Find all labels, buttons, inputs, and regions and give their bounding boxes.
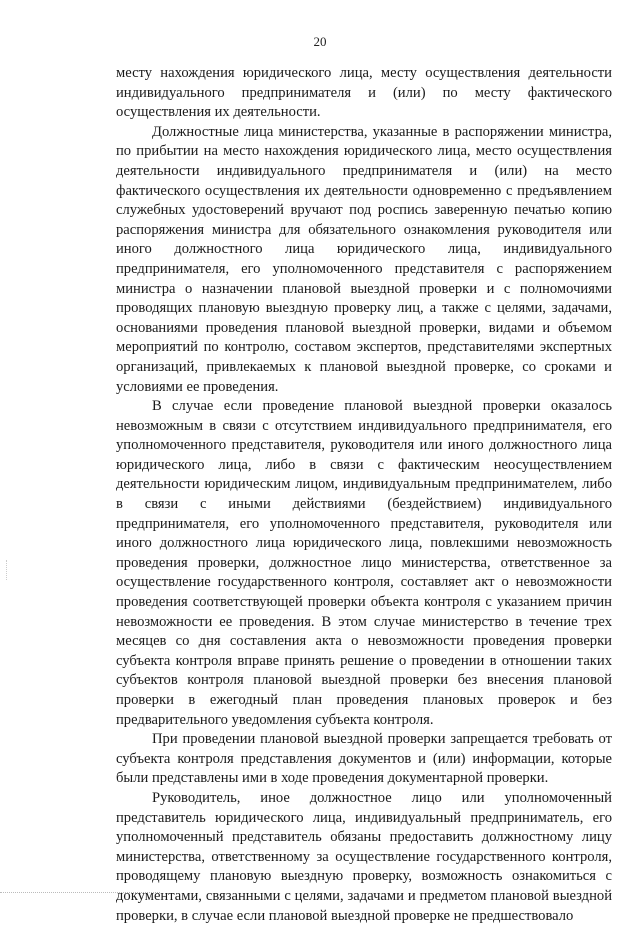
paragraph-continuation: месту нахождения юридического лица, месту осуществления деятельности индивидуального предпринимателя и (или) по месту фактического осуществления их деятельности. [116, 65, 612, 121]
paragraph-document-prohibition: При проведении плановой выездной проверки запрещается требовать от субъекта контроля представления документов и (или) информации, которые были представлены ими в ходе проведения документарной проверки. [116, 731, 612, 787]
paragraph-officials-arrival: Должностные лица министерства, указанные в распоряжении министра, по прибытии на место нахождения юридического лица, место осуществления деятельности индивидуального предпринимателя и (или) на место фактического осуществления их деятельности одновременно с предъявлением служебных удостоверений вручают под роспись заверенную печатью копию распоряжения министра для обязательного ознакомления руководителя или иного должностного лица юридического лица, индивидуального предпринимателя, его уполномоченного представителя с распоряжением министра о назначении плановой выездной проверки и с полномочиями проводящих плановую выездную проверку лиц, а также с целями, задачами, основаниями проведения плановой выездной проверки, видами и объемом мероприятий по контролю, составом экспертов, представителями экспертных организаций, привлекаемых к плановой выездной проверке, со сроками и условиями ее проведения. [116, 123, 612, 395]
scan-bottom-rule [0, 892, 160, 893]
paragraph-access-obligation: Руководитель, иное должностное лицо или уполномоченный представитель юридического лица, индивидуальный предприниматель, его уполномоченный представитель обязаны предоставить должностному лицу министерства, ответственному за осуществление государственного контроля, проводящему плановую выездную проверку, возможность ознакомиться с документами, связанными с целями, задачами и предметом плановой выездной проверки, в случае если плановой выездной проверке не предшествовало [116, 789, 612, 924]
scan-margin-mark [6, 560, 9, 580]
document-body [116, 64, 612, 926]
paragraph-impossibility-act: В случае если проведение плановой выездной проверки оказалось невозможным в связи с отсутствием индивидуального предпринимателя, его уполномоченного представителя, руководителя или иного должностного лица юридического лица, либо в связи с фактическим неосуществлением деятельности юридическим лицом, индивидуальным предпринимателем, либо в связи с иными действиями (бездействием) индивидуального предпринимателя, его уполномоченного представителя, руководителя или иного должностного лица юридического лица, повлекшими невозможность проведения проверки, должностное лицо министерства, ответственное за осуществление государственного контроля, составляет акт о невозможности проведения соответствующей проверки объекта контроля с указанием причин невозможности ее проведения. В этом случае министерство в течение трех месяцев со дня составления акта о невозможности проведения проверки субъекта контроля вправе принять решение о проведении в отношении таких субъектов контроля плановой выездной проверки без внесения плановой проверки в ежегодный план проведения плановых проверок и без предварительного уведомления субъекта контроля. [116, 398, 612, 728]
page-number: 20 [313, 34, 327, 49]
